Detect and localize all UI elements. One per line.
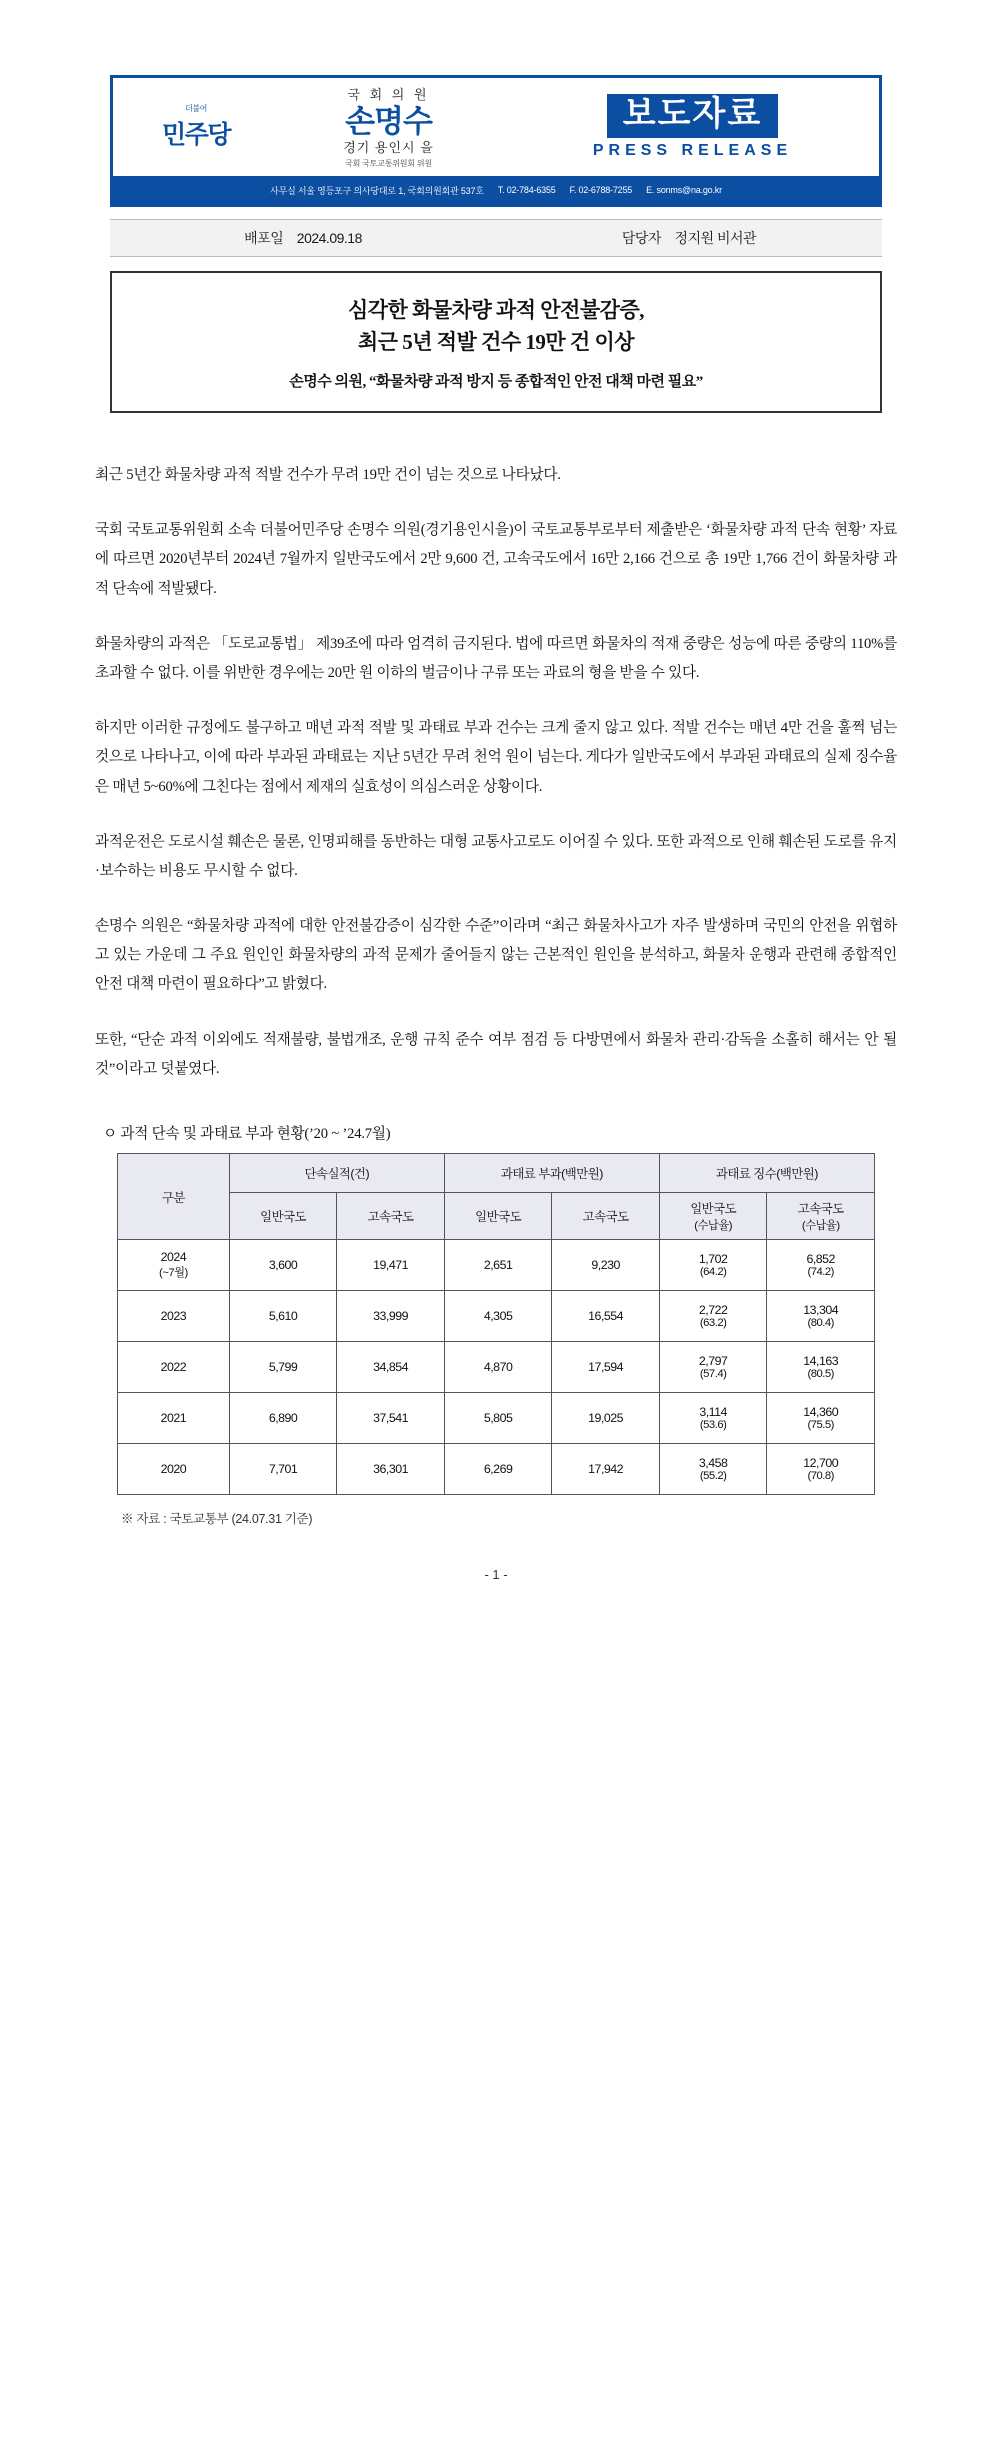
- press-release-banner: [110, 75, 882, 207]
- table-row: [118, 1342, 875, 1393]
- cell-collected-expressway: [767, 1240, 875, 1291]
- row-label-sub: (~7월): [158, 1267, 188, 1279]
- cell-collected-general-value: 2,722: [698, 1303, 728, 1317]
- cell-collected-expressway-value: 6,852: [806, 1252, 835, 1266]
- col-subheader-imposed-general: 일반국도: [444, 1193, 552, 1240]
- cell-collected-general-rate: (57.4): [699, 1368, 727, 1380]
- cell-enforcement-expressway: 37,541: [337, 1393, 445, 1444]
- cell-collected-expressway-value: 14,360: [803, 1405, 839, 1419]
- cell-collected-expressway-rate: (75.5): [807, 1419, 834, 1431]
- row-label-main: 2021: [160, 1411, 187, 1425]
- cell-collected-general: [659, 1393, 767, 1444]
- cell-collected-general-value: 2,797: [698, 1354, 728, 1368]
- row-label-main: 2024: [160, 1250, 187, 1264]
- cell-collected-general-rate: (63.2): [699, 1317, 727, 1329]
- col-subheader-collected-general-rate: (수납율): [694, 1220, 733, 1232]
- table-row: [118, 1444, 875, 1495]
- row-label: [118, 1291, 230, 1342]
- row-label: [118, 1393, 230, 1444]
- cell-imposed-expressway: 16,554: [552, 1291, 660, 1342]
- table-source-note: ※ 자료 : 국토교통부 (24.07.31 기준): [121, 1512, 313, 1526]
- cell-collected-expressway: [767, 1393, 875, 1444]
- contact-email: E. sonms@na.go.kr: [646, 185, 722, 195]
- article-body: [95, 461, 897, 1608]
- member-committee: 국회 국토교통위원회 위원: [345, 159, 432, 169]
- headline-line-1: 심각한 화물차량 과적 안전불감증,: [347, 298, 644, 322]
- enforcement-statistics-table: [117, 1153, 875, 1495]
- release-date-group: [110, 228, 496, 248]
- cell-enforcement-general: 3,600: [229, 1240, 337, 1291]
- meta-row: [110, 219, 882, 257]
- document-page: [0, 75, 992, 2437]
- col-subheader-collected-expressway: [767, 1193, 875, 1240]
- contact-person-value: 정지원 비서관: [674, 230, 757, 246]
- contact-person-label: 담당자: [621, 230, 661, 246]
- paragraph: 최근 5년간 화물차량 과적 적발 건수가 무려 19만 건이 넘는 것으로 나타났다.: [95, 467, 561, 483]
- cell-collected-general: [659, 1444, 767, 1495]
- cell-collected-general: [659, 1291, 767, 1342]
- contact-fax: F. 02-6788-7255: [569, 185, 633, 195]
- cell-enforcement-general: 5,610: [229, 1291, 337, 1342]
- row-label-main: 2023: [160, 1309, 187, 1323]
- col-subheader-imposed-expressway: 고속국도: [552, 1193, 660, 1240]
- col-header-fine-imposed: 과태료 부과(백만원): [444, 1154, 659, 1193]
- col-header-enforcement: 단속실적(건): [229, 1154, 444, 1193]
- cell-imposed-general: 4,870: [444, 1342, 552, 1393]
- cell-imposed-general: 6,269: [444, 1444, 552, 1495]
- col-subheader-collected-expressway-rate: (수납율): [801, 1220, 840, 1232]
- cell-collected-expressway-rate: (70.8): [807, 1470, 834, 1482]
- cell-collected-general-value: 3,458: [698, 1456, 728, 1470]
- table-row: [118, 1393, 875, 1444]
- cell-collected-expressway-rate: (74.2): [807, 1266, 834, 1278]
- col-subheader-collected-general-main: 일반국도: [690, 1202, 737, 1216]
- page-number: - 1 -: [484, 1567, 508, 1582]
- paragraph: 국회 국토교통위원회 소속 더불어민주당 손명수 의원(경기용인시을)이 국토교통부로부터 제출받은 ‘화물차량 과적 단속 현황’ 자료에 따르면 2020년부터 2024년 7월까지 일반국도에서 2만 9,600 건, 고속국도에서 16만 2,166 건으로 총 19만 1,766 건이 화물차량 과적 단속에 적발됐다.: [95, 522, 897, 597]
- headline-subtitle: 손명수 의원, “화물차량 과적 방지 등 종합적인 안전 대책 마련 필요”: [289, 374, 703, 390]
- cell-collected-expressway-value: 14,163: [803, 1354, 839, 1368]
- cell-enforcement-expressway: 34,854: [337, 1342, 445, 1393]
- press-release-korean: 보도자료: [607, 94, 778, 137]
- cell-enforcement-expressway: 19,471: [337, 1240, 445, 1291]
- cell-collected-expressway-value: 12,700: [803, 1456, 839, 1470]
- cell-imposed-expressway: 17,594: [552, 1342, 660, 1393]
- cell-collected-general: [659, 1240, 767, 1291]
- cell-collected-expressway-rate: (80.4): [807, 1317, 834, 1329]
- headline-line-2: 최근 5년 적발 건수 19만 건 이상: [357, 329, 635, 354]
- row-label-main: 2020: [160, 1462, 187, 1476]
- col-subheader-enforcement-expressway: 고속국도: [337, 1193, 445, 1240]
- cell-enforcement-expressway: 33,999: [337, 1291, 445, 1342]
- row-label-main: 2022: [160, 1360, 187, 1374]
- col-subheader-enforcement-general: 일반국도: [229, 1193, 337, 1240]
- table-row: [118, 1291, 875, 1342]
- cell-collected-expressway: [767, 1291, 875, 1342]
- cell-imposed-expressway: 9,230: [552, 1240, 660, 1291]
- cell-collected-expressway-value: 13,304: [803, 1303, 839, 1317]
- contact-office: 사무실 서울 영등포구 의사당대로 1, 국회의원회관 537호: [270, 185, 484, 196]
- paragraph: 과적운전은 도로시설 훼손은 물론, 인명피해를 동반하는 대형 교통사고로도 이어질 수 있다. 또한 과적으로 인해 훼손된 도로를 유지·보수하는 비용도 무시할 수 없다.: [95, 833, 897, 879]
- cell-enforcement-expressway: 36,301: [337, 1444, 445, 1495]
- cell-collected-expressway: [767, 1342, 875, 1393]
- press-release-english: PRESS RELEASE: [592, 141, 793, 159]
- row-label: [118, 1240, 230, 1291]
- press-release-mark: [506, 94, 879, 159]
- party-logo-name: 민주당: [162, 121, 230, 149]
- member-role: 국 회 의 원: [347, 86, 430, 102]
- table-row: [118, 1240, 875, 1291]
- cell-enforcement-general: 6,890: [229, 1393, 337, 1444]
- member-district: 경기 용인시 을: [343, 140, 434, 156]
- cell-collected-general-value: 1,702: [698, 1252, 728, 1266]
- member-identity: [281, 86, 496, 169]
- col-header-category: 구분: [118, 1154, 230, 1240]
- headline-box: [110, 271, 882, 413]
- row-label: [118, 1342, 230, 1393]
- cell-collected-expressway: [767, 1444, 875, 1495]
- contact-tel: T. 02-784-6355: [497, 185, 556, 195]
- cell-imposed-expressway: 17,942: [552, 1444, 660, 1495]
- paragraph: 또한, “단순 과적 이외에도 적재불량, 불법개조, 운행 규칙 준수 여부 점검 등 다방면에서 화물차 관리·감독을 소홀히 해서는 안 될 것”이라고 덧붙였다.: [95, 1031, 897, 1077]
- cell-imposed-general: 5,805: [444, 1393, 552, 1444]
- cell-imposed-general: 4,305: [444, 1291, 552, 1342]
- table-caption: ㅇ 과적 단속 및 과태료 부과 현황(’20 ~ ’24.7월): [103, 1126, 391, 1142]
- row-label: [118, 1444, 230, 1495]
- paragraph: 손명수 의원은 “화물차량 과적에 대한 안전불감증이 심각한 수준”이라며 “최근 화물차사고가 자주 발생하며 국민의 안전을 위협하고 있는 가운데 그 주요 원인인 화물차량의 과적 문제가 줄어들지 않는 근본적인 원인을 분석하고, 화물차 운행과 관련해 종합적인 안전 대책 마련이 필요하다”고 밝혔다.: [95, 918, 897, 993]
- paragraph: 하지만 이러한 규정에도 불구하고 매년 과적 적발 및 과태료 부과 건수는 크게 줄지 않고 있다. 적발 건수는 매년 4만 건을 훌쩍 넘는 것으로 나타나고, 이에 따라 부과된 과태료는 지난 5년간 무려 천억 원이 넘는다. 게다가 일반국도에서 부과된 과태료의 실제 징수율은 매년 5~60%에 그친다는 점에서 제재의 실효성이 의심스러운 상황이다.: [95, 720, 897, 795]
- cell-enforcement-general: 7,701: [229, 1444, 337, 1495]
- cell-collected-expressway-rate: (80.5): [807, 1368, 834, 1380]
- party-logo: [113, 103, 271, 151]
- cell-collected-general-rate: (55.2): [699, 1470, 727, 1482]
- cell-imposed-expressway: 19,025: [552, 1393, 660, 1444]
- release-date-label: 배포일: [244, 230, 284, 246]
- cell-collected-general-rate: (53.6): [699, 1419, 727, 1431]
- party-logo-sub: 더불어: [185, 104, 207, 113]
- paragraph: 화물차량의 과적은 「도로교통법」 제39조에 따라 엄격히 금지된다. 법에 따르면 화물차의 적재 중량은 성능에 따른 중량의 110%를 초과할 수 없다. 이를 위반한 경우에는 20만 원 이하의 벌금이나 구류 또는 과료의 형을 받을 수 있다.: [95, 635, 897, 681]
- col-subheader-collected-expressway-main: 고속국도: [797, 1202, 844, 1216]
- member-name: 손명수: [345, 103, 432, 139]
- cell-collected-general-rate: (64.2): [699, 1266, 727, 1278]
- table-header-row-top: [118, 1154, 875, 1193]
- cell-collected-general-value: 3,114: [699, 1405, 727, 1419]
- contact-person-group: [496, 228, 882, 248]
- col-subheader-collected-general: [659, 1193, 767, 1240]
- table-header-row-sub: [118, 1193, 875, 1240]
- banner-contact-bar: [113, 176, 879, 204]
- cell-collected-general: [659, 1342, 767, 1393]
- release-date-value: 2024.09.18: [296, 230, 362, 246]
- cell-imposed-general: 2,651: [444, 1240, 552, 1291]
- cell-enforcement-general: 5,799: [229, 1342, 337, 1393]
- col-header-fine-collected: 과태료 징수(백만원): [659, 1154, 874, 1193]
